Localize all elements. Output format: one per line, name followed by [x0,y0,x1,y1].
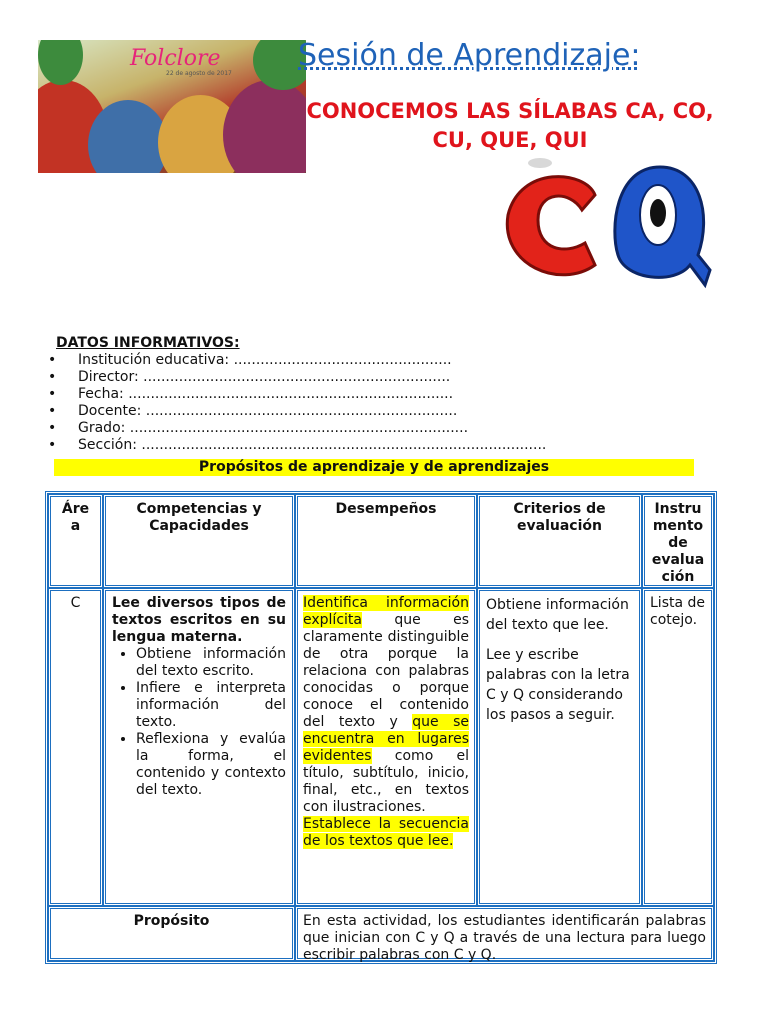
criterio-item: Lee y escribe palabras con la letra C y Q considerando los pasos a seguir. [486,647,630,723]
datos-heading: DATOS INFORMATIVOS: [56,335,240,351]
datos-item: • Director: ..................................................................... [48,369,451,385]
page-title: Sesión de Aprendizaje: [298,38,641,73]
header-desempenos: Desempeños [295,494,477,588]
decor-blob [38,40,83,85]
proposito-text: En esta actividad, los estudiantes identificarán palabras que inician con C y Q a través de una lectura para luego escribir palabras con C y Q. [295,906,714,961]
header-competencias: Competencias y Capacidades [103,494,295,588]
capacidad-item: • Infiere e interpreta información del texto. [136,680,286,731]
competencias-cell [103,588,295,906]
cq-letters-illustration [500,155,712,295]
decor-blob [88,100,168,173]
folklore-header-image [38,40,306,173]
datos-item: • Fecha: ......................................................................... [48,386,454,402]
capacidad-item: • Reflexiona y evalúa la forma, el contenido y contexto del texto. [136,731,286,799]
folclore-date: 22 de agosto de 2017 [166,70,232,77]
header-criterios: Criterios de evaluación [477,494,642,588]
proposito-label: Propósito [48,906,295,961]
datos-item: • Docente: ...................................................................... [48,403,458,419]
instrumento-cell: Lista de cotejo. [642,588,714,906]
header-instrumento: Instru mento de evalua ción [642,494,714,588]
capacidades-list [112,646,286,799]
c-letter-icon [507,158,595,275]
header-area: Áre a [48,494,103,588]
capacidad-item: • Obtiene información del texto escrito. [136,646,286,680]
folclore-logo: Folclore [130,46,221,71]
decor-blob [223,80,306,173]
area-cell: C [48,588,103,906]
criterios-cell [477,588,642,906]
competencia-title: Lee diversos tipos de textos escritos en su lengua materna. [112,595,286,645]
desempeno-highlight: Establece la secuencia de los textos que lee. [303,816,469,849]
datos-item: • Grado: ............................................................................ [48,420,469,436]
page-subtitle: CONOCEMOS LAS SÍLABAS CA, CO, CU, QUE, QUI [306,99,714,152]
desempeno-highlight: que se encuentra en lugares evidentes [303,714,469,764]
datos-item: • Institución educativa: ................................................. [48,352,452,368]
q-letter-icon [615,167,710,285]
learning-table [45,491,717,964]
purpose-heading-bar: Propósitos de aprendizaje y de aprendizajes [54,459,694,476]
desempeno-highlight: Identifica información explícita [303,595,469,628]
desempenos-cell: Identifica información explícita que es claramente distinguible de otra porque la relaciona con palabras conocidas o porque conoce el contenido del texto y que se encuentra en lugares evidentes como el título, subtítulo, inicio, final, etc., en textos con ilustraciones. Establece la secuencia de los textos que lee. [295,588,477,906]
datos-item: • Sección: ........................................................................................... [48,437,547,453]
criterio-item: Obtiene información del texto que lee. [486,597,629,633]
datos-list [48,352,546,454]
